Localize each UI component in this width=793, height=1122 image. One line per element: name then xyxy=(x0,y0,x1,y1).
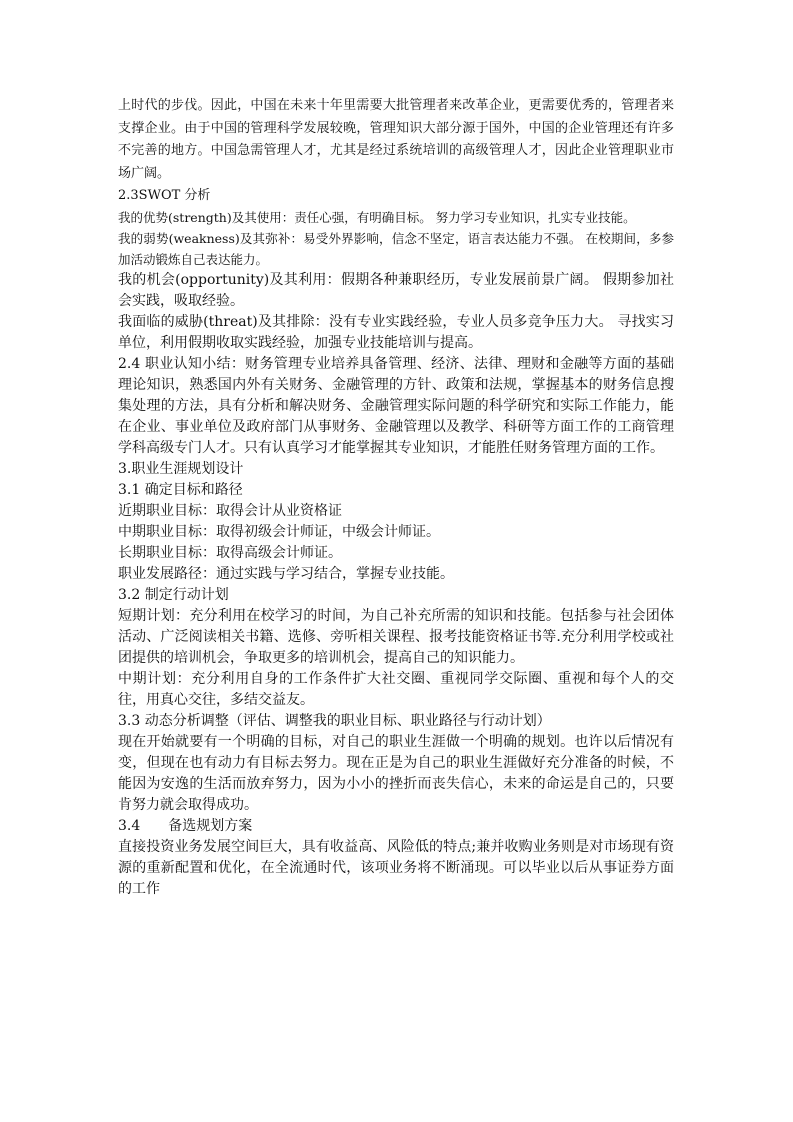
swot-opportunity: 我的机会(opportunity)及其利用：假期各种兼职经历，专业发展前景广阔。 假期参加社会实践，吸取经验。 xyxy=(118,272,674,309)
swot-strength: 我的优势(strength)及其使用：责任心强，有明确目标。 努力学习专业知识，扎实专业技能。 xyxy=(118,210,636,225)
career-cognition-summary: 2.4 职业认知小结：财务管理专业培养具备管理、经济、法律、理财和金融等方面的基础理论知识，熟悉国内外有关财务、金融管理的方针、政策和法规，掌握基本的财务信息搜集处理的方法，具有分析和解决财务、金融管理实际问题的科学研究和实际工作能力，能在企业、事业单位及政府部门从事财务、金融管理以及教学、科研等方面工作的工商管理学科高级专门人才。只有认真学习才能掌握其专业知识，才能胜任财务管理方面的工作。 xyxy=(118,356,674,456)
near-term-goal: 近期职业目标：取得会计从业资格证 xyxy=(118,503,342,519)
long-term-goal: 长期职业目标：取得高级会计师证。 xyxy=(118,545,342,561)
mid-term-plan: 中期计划：充分利用自身的工作条件扩大社交圈、重视同学交际圈、重视和每个人的交往，用真心交往，多结交益友。 xyxy=(118,671,674,708)
paragraph-management-market: 上时代的步伐。因此，中国在未来十年里需要大批管理者来改革企业，更需要优秀的，管理者来支撑企业。由于中国的管理科学发展较晚，管理知识大部分源于国外，中国的企业管理还有许多不完善的地方。中国急需管理人才，尤其是经过系统培训的高级管理人才，因此企业管理职业市场广阔。 xyxy=(118,98,674,181)
heading-alternative-plan: 3.4 备选规划方案 xyxy=(118,818,253,834)
heading-swot-analysis: 2.3SWOT 分析 xyxy=(118,188,211,203)
document-page xyxy=(118,95,674,900)
dynamic-adjustment-text: 现在开始就要有一个明确的目标，对自己的职业生涯做一个明确的规划。也许以后情况有变，但现在也有动力有目标去努力。现在正是为自己的职业生涯做好充分准备的时候，不能因为安逸的生活而放弃努力，因为小小的挫折而丧失信心，未来的命运是自己的，只要肯努力就会取得成功。 xyxy=(118,734,674,813)
mid-term-goal: 中期职业目标：取得初级会计师证，中级会计师证。 xyxy=(118,524,440,540)
career-development-path: 职业发展路径：通过实践与学习结合，掌握专业技能。 xyxy=(118,566,454,582)
heading-action-plan: 3.2 制定行动计划 xyxy=(118,587,229,603)
swot-weakness: 我的弱势(weakness)及其弥补：易受外界影响，信念不坚定，语言表达能力不强。 在校期间，多参加活动锻炼自己表达能力。 xyxy=(118,231,674,267)
heading-goals-and-path: 3.1 确定目标和路径 xyxy=(118,482,243,498)
swot-threat: 我面临的威胁(threat)及其排除：没有专业实践经验，专业人员多竞争压力大。 寻找实习单位，利用假期收取实践经验，加强专业技能培训与提高。 xyxy=(118,314,674,351)
heading-career-planning-design: 3.职业生涯规划设计 xyxy=(118,461,244,477)
heading-dynamic-adjustment: 3.3 动态分析调整（评估、调整我的职业目标、职业路径与行动计划） xyxy=(118,713,551,729)
alternative-plan-text: 直接投资业务发展空间巨大，具有收益高、风险低的特点;兼并收购业务则是对市场现有资源的重新配置和优化，在全流通时代，该项业务将不断涌现。可以毕业以后从事证券方面的工作 xyxy=(118,839,674,897)
short-term-plan: 短期计划：充分利用在校学习的时间，为自己补充所需的知识和技能。包括参与社会团体活动、广泛阅读相关书籍、选修、旁听相关课程、报考技能资格证书等.充分利用学校或社团提供的培训机会，争取更多的培训机会，提高自己的知识能力。 xyxy=(118,608,674,666)
